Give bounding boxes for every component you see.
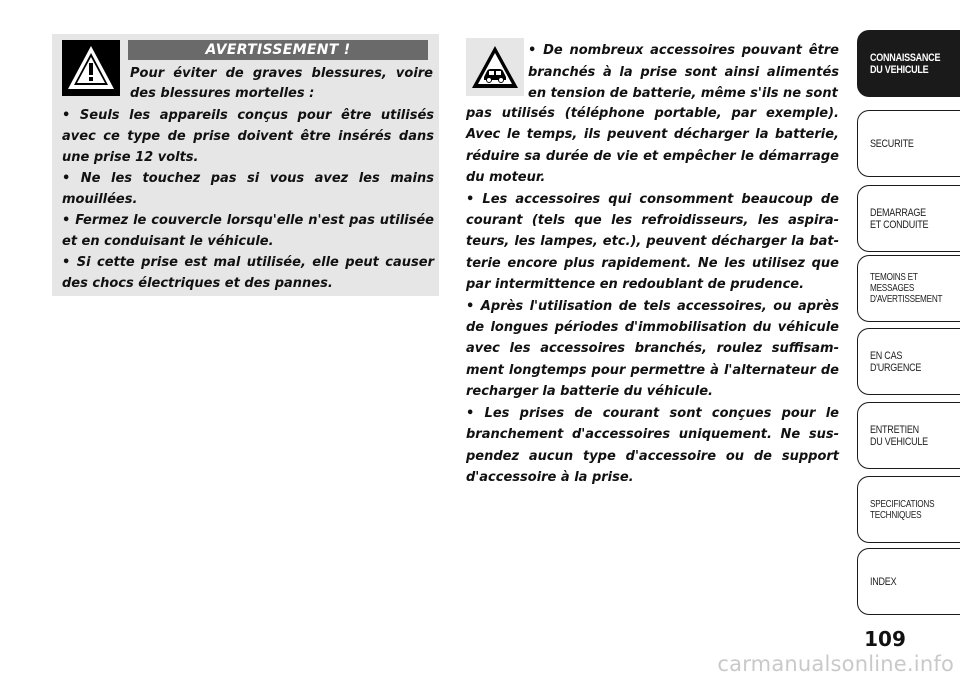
tab-specifications-techniques[interactable]: SPECIFICATIONS TECHNIQUES: [857, 476, 960, 543]
warning-item: • Ne les touchez pas si vous avez les mains mouillées.: [62, 171, 434, 207]
car-triangle-icon: [466, 38, 524, 96]
tab-index[interactable]: INDEX: [857, 548, 960, 615]
accessories-item: • Les accessoires qui consomment beaucoup de courant (tels que les refroidisseurs, les aspira-teurs, les lampes, etc.), peuvent décharger la bat-terie encore plus rapidement. Ne les utilisez que par intermittence en redoublant de prudence.: [466, 191, 839, 293]
warning-item: • Seuls les appareils conçus pour être utilisés avec ce type de prise doivent être insérés dans une prise 12 volts.: [62, 108, 434, 165]
tab-temoins-et-messages[interactable]: TEMOINS ET MESSAGES D'AVERTISSEMENT: [857, 255, 960, 322]
accessories-item: pas utilisés (téléphone portable, par exemple). Avec le temps, ils peuvent décharger la batterie, réduire sa durée de vie et empêcher le démarrage du moteur.: [466, 106, 839, 186]
warning-banner: AVERTISSEMENT !: [128, 40, 428, 60]
tab-en-cas-d-urgence[interactable]: EN CAS D'URGENCE: [857, 328, 960, 395]
tab-securite[interactable]: SECURITE: [857, 110, 960, 177]
tab-connaissance-du-vehicule[interactable]: CONNAISSANCE DU VEHICULE: [857, 30, 960, 97]
warning-intro: Pour éviter de graves blessures, voire des blessures mortelles :: [130, 66, 433, 101]
warning-item: • Si cette prise est mal utilisée, elle peut causer des chocs électriques et des pannes.: [62, 255, 434, 291]
tab-entretien-du-vehicule[interactable]: ENTRETIEN DU VEHICULE: [857, 402, 960, 469]
warning-triangle-icon: [62, 40, 120, 96]
watermark: carmanualsonline.info: [717, 652, 954, 676]
warning-item: • Fermez le couvercle lorsqu'elle n'est pas utilisée et en conduisant le véhicule.: [62, 213, 434, 249]
accessories-list: [466, 103, 839, 488]
accessories-item: • Les prises de courant sont conçues pour le branchement d'accessoires uniquement. Ne sus-pendez aucun type d'accessoire ou de support d'accessoire à la prise.: [466, 405, 839, 485]
page-number: 109: [864, 627, 906, 651]
warning-list: [62, 105, 434, 294]
accessories-intro: • De nombreux accessoires pouvant être branchés à la prise sont ainsi alimentés en tension de batterie, même s'ils ne sont: [528, 43, 839, 101]
tab-demarrage-et-conduite[interactable]: DEMARRAGE ET CONDUITE: [857, 185, 960, 252]
accessories-item: • Après l'utilisation de tels accessoires, ou après de longues périodes d'immobilisation du véhicule avec les accessoires branchés, roulez suffisam-ment longtemps pour permettre à l'alternateur de recharger la batterie du véhicule.: [466, 298, 839, 400]
